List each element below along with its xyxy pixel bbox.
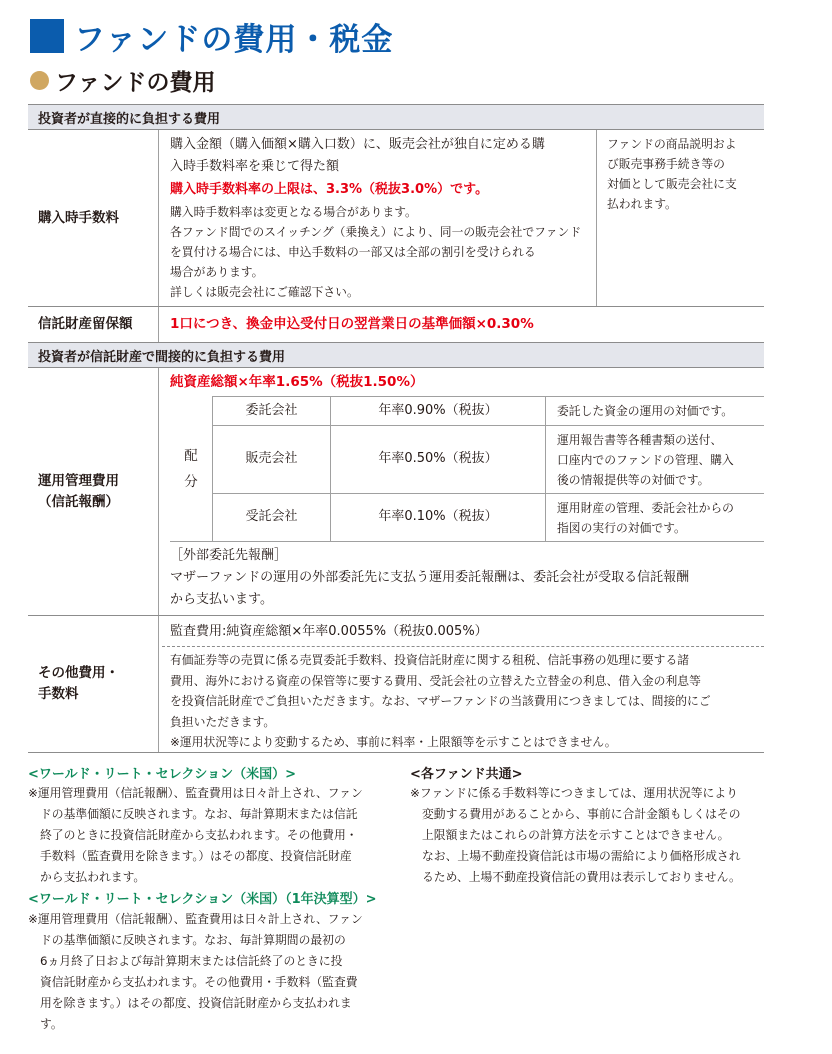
circle-bullet-icon <box>30 71 49 90</box>
allocation-label: 配 分 <box>184 447 198 490</box>
divider <box>545 396 546 541</box>
other-costs-label: その他費用・ 手数料 <box>38 665 119 702</box>
management-fee-label: 運用管理費用 （信託報酬） <box>38 472 119 510</box>
trust-reserve-label: 信託財産留保額 <box>38 316 133 333</box>
section-subtitle: ファンドの費用 <box>30 62 216 98</box>
management-fee-total: 純資産総額×年率1.65%（税抜1.50%） <box>170 374 424 390</box>
allocation-desc-consignor: 委託した資金の運用の対価です。 <box>557 404 734 418</box>
divider <box>170 541 764 542</box>
trust-reserve-value: 1口につき、換金申込受付日の翌営業日の基準価額×0.30% <box>170 315 534 332</box>
note-annual: ※運用管理費用（信託報酬）、監査費用は日々計上され、ファン ドの基準価額に反映されます。なお、毎計算期間の最初の 6ヵ月終了日および毎計算期末または信託終了のときに投 資信託財産から支払われます。その他費用・手数料（監査費 用を除きます。）はその都度、投資信託財産から支払われま す。 <box>28 912 363 1031</box>
purchase-fee-label: 購入時手数料 <box>38 209 119 226</box>
table-bottom-border <box>28 752 764 753</box>
external-advisor-fee: ［外部委託先報酬］ マザーファンドの運用の外部委託先に支払う運用委託報酬は、委託会社が受取る信託報酬 から支払います。 <box>170 548 690 607</box>
direct-cost-header: 投資者が直接的に負担する費用 <box>28 105 764 129</box>
page-title: ファンドの費用・税金 <box>30 14 393 58</box>
allocation-name-trustee: 受託会社 <box>245 509 298 525</box>
allocation-rate-consignor: 年率0.90%（税抜） <box>378 402 498 418</box>
allocation-desc-trustee: 運用財産の管理、委託会社からの 指図の実行の対価です。 <box>557 500 734 535</box>
allocation-rate-trustee: 年率0.10%（税抜） <box>378 509 498 525</box>
other-costs-description: 有価証券等の売買に係る売買委託手数料、投資信託財産に関する租税、信託事務の処理に要する諸 費用、海外における資産の保管等に要する費用、受託会社の立替えた立替金の利息、借入金の利息等 を投資信託財産でご負担いただきます。なお、マザーファンドの当該費用につきましては、間接的にご 負担いただきます。 ※運用状況等により変動するため、事前に料率・上限額等を示すことはできません。 <box>170 653 711 749</box>
purchase-fee-side-note: ファンドの商品説明およ び販売事務手続き等の 対価として販売会社に支 払われます。 <box>607 137 737 211</box>
indirect-cost-header: 投資者が信託財産で間接的に負担する費用 <box>28 343 764 367</box>
note-common: ※ファンドに係る手数料等につきましては、運用状況等により 変動する費用があることから、事前に合計金額もしくはその 上限額またはこれらの計算方法を示すことはできません。 なお、上場不動産投資信託は市場の需給により価格形成され るため、上場不動産投資信託の費用は表示しておりません。 <box>410 786 741 884</box>
allocation-name-distributor: 販売会社 <box>245 451 298 467</box>
dashed-divider <box>162 646 764 647</box>
note-standard: ※運用管理費用（信託報酬）、監査費用は日々計上され、ファン ドの基準価額に反映されます。なお、毎計算期末または信託 終了のときに投資信託財産から支払われます。その他費用・ 手数料（監査費用を除きます。）はその都度、投資信託財産 から支払われます。 <box>28 786 363 884</box>
allocation-desc-distributor: 運用報告書等各種書類の送付、 口座内でのファンドの管理、購入 後の情報提供等の対価です。 <box>557 432 734 487</box>
allocation-name-consignor: 委託会社 <box>245 402 298 418</box>
title-square-icon <box>30 19 64 53</box>
divider <box>158 130 159 343</box>
note-title-annual: <ワールド・リート・セレクション（米国）（1年決算型）> <box>28 892 377 907</box>
note-title-standard: <ワールド・リート・セレクション（米国）> <box>28 767 297 782</box>
purchase-fee-description: 購入金額（購入価額×購入口数）に、販売会社が独自に定める購 入時手数料率を乗じて得た額 購入時手数料率の上限は、3.3%（税抜3.0%）です。 購入時手数料率は変更となる場合があります。 各ファンド間でのスイッチング（乗換え）により、同一の販売会社でファンド を買付ける場合には、申込手数料の一部又は全部の割引を受けられる 場合があります。 詳しくは販売会社にご確認下さい。 <box>170 137 582 299</box>
allocation-rate-distributor: 年率0.50%（税抜） <box>378 451 498 467</box>
divider <box>158 368 159 752</box>
divider <box>596 130 597 306</box>
note-title-common: <各ファンド共通> <box>410 767 523 782</box>
audit-fee: 監査費用:純資産総額×年率0.0055%（税抜0.005%） <box>170 624 488 639</box>
